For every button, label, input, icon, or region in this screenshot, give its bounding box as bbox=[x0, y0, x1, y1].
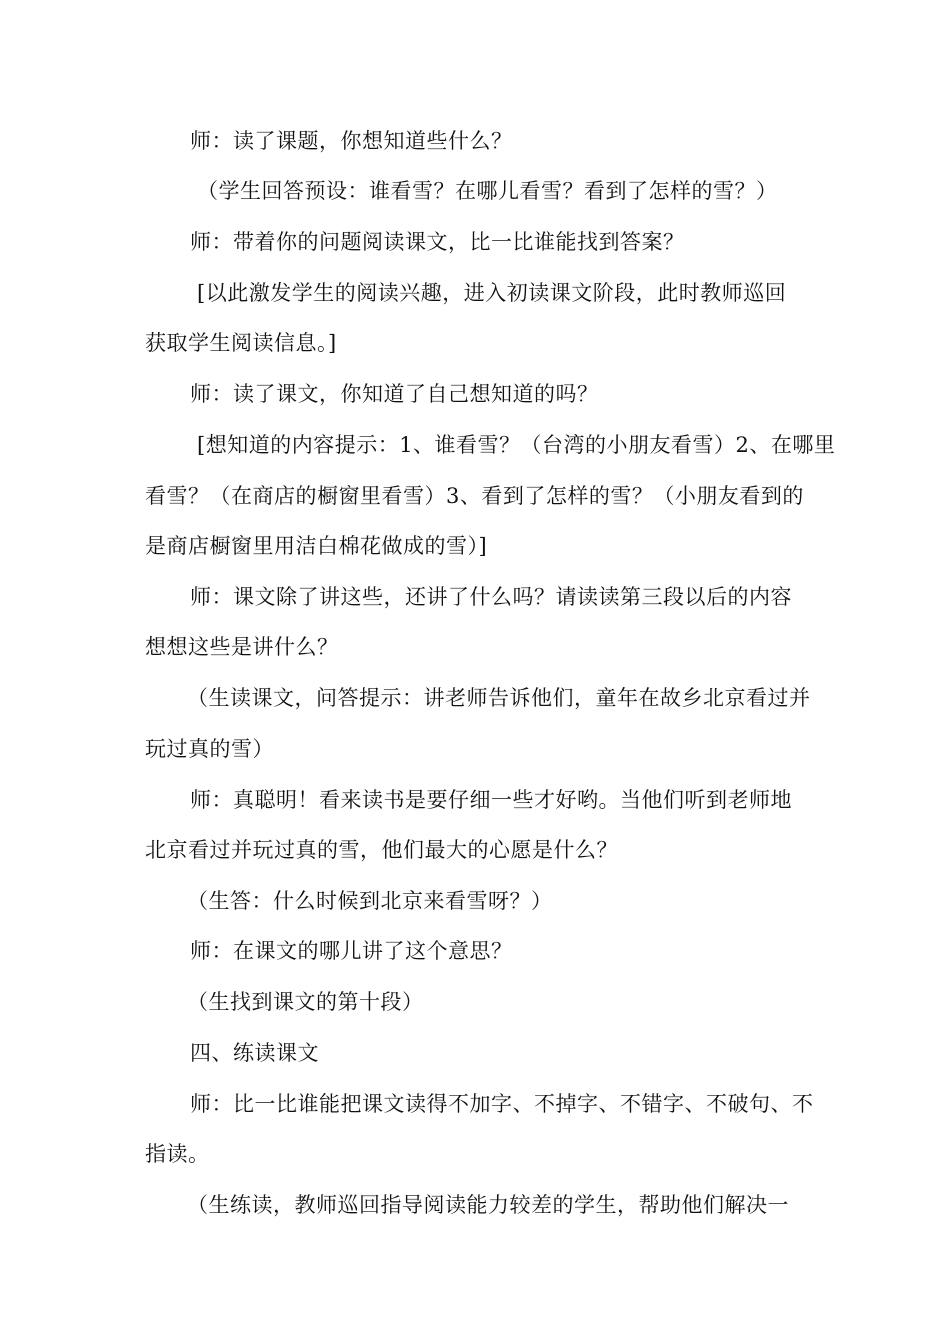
text-line: 指读。 bbox=[145, 1142, 210, 1166]
text-line: [想知道的内容提示：1、谁看雪？（台湾的小朋友看雪）2、在哪里 bbox=[197, 433, 836, 457]
text-line: 玩过真的雪） bbox=[145, 737, 274, 761]
text-line: （生练读，教师巡回指导阅读能力较差的学生，帮助他们解决一 bbox=[187, 1193, 789, 1217]
text-line: （生读课文，问答提示：讲老师告诉他们，童年在故乡北京看过并 bbox=[187, 686, 811, 710]
section-heading: 四、练读课文 bbox=[190, 1041, 319, 1065]
text-line: （学生回答预设：谁看雪？在哪儿看雪？看到了怎样的雪？） bbox=[197, 179, 778, 203]
text-line: 看雪？（在商店的橱窗里看雪）3、看到了怎样的雪？（小朋友看到的 bbox=[145, 484, 804, 508]
text-line: （生找到课文的第十段） bbox=[187, 990, 424, 1014]
text-line: 师：读了课题，你想知道些什么？ bbox=[190, 129, 513, 153]
text-line: 想想这些是讲什么？ bbox=[145, 635, 339, 659]
text-line: 是商店橱窗里用洁白棉花做成的雪）] bbox=[145, 534, 488, 558]
text-line: 师：带着你的问题阅读课文，比一比谁能找到答案？ bbox=[190, 230, 685, 254]
text-line: 师：比一比谁能把课文读得不加字、不掉字、不错字、不破句、不 bbox=[190, 1092, 814, 1116]
text-line: 师：读了课文，你知道了自己想知道的吗？ bbox=[190, 382, 599, 406]
text-line: 师：课文除了讲这些，还讲了什么吗？请读读第三段以后的内容 bbox=[190, 585, 792, 609]
text-line: 师：真聪明！看来读书是要仔细一些才好哟。当他们听到老师地 bbox=[190, 788, 792, 812]
text-line: [以此激发学生的阅读兴趣，进入初读课文阶段，此时教师巡回 bbox=[197, 281, 787, 305]
text-line: 获取学生阅读信息。] bbox=[145, 331, 337, 355]
text-line: 师：在课文的哪儿讲了这个意思？ bbox=[190, 939, 513, 963]
text-line: 北京看过并玩过真的雪，他们最大的心愿是什么？ bbox=[145, 838, 618, 862]
text-line: （生答：什么时候到北京来看雪呀？） bbox=[187, 889, 553, 913]
